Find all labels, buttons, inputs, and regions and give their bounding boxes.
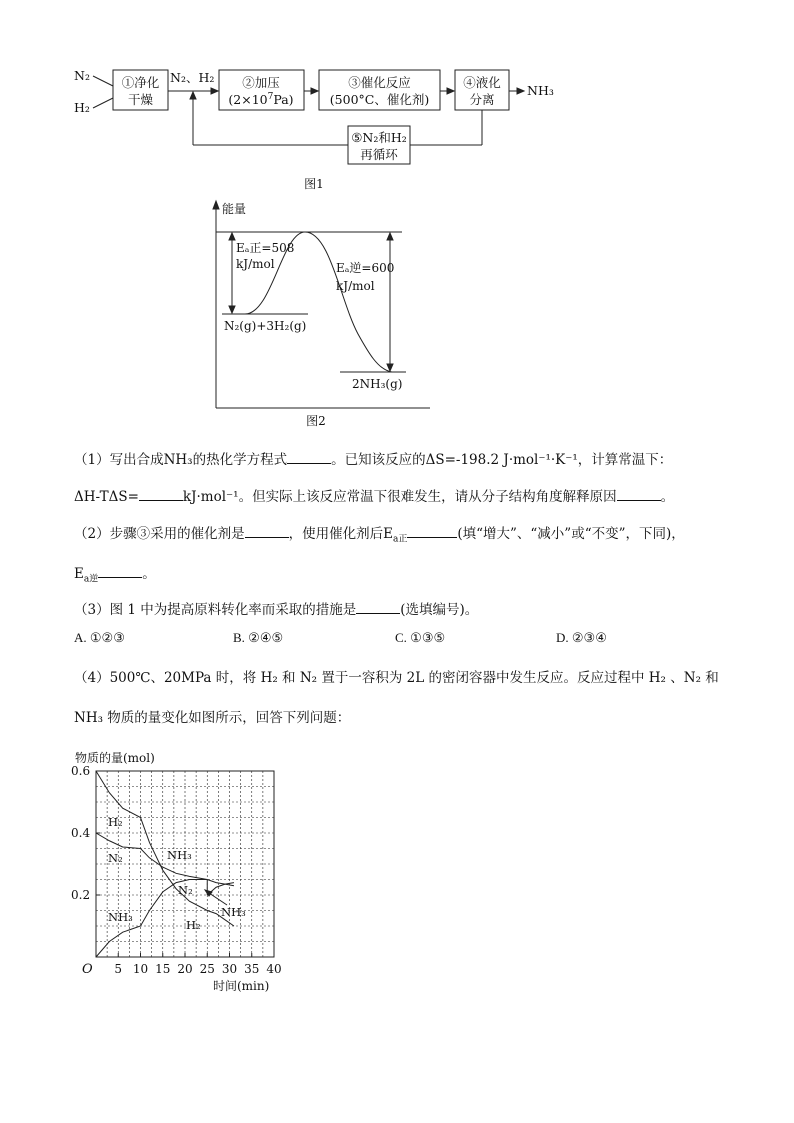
- fig2-ea-forward-1: Eₐ正=508: [236, 241, 295, 255]
- fig1-box4-line1: ④液化: [463, 75, 501, 90]
- series-annotation: H₂: [186, 918, 201, 932]
- option-d: D. ②③④: [556, 630, 607, 645]
- x-tick-label: 20: [177, 962, 193, 976]
- fig1-box2-line1: ②加压: [242, 75, 280, 90]
- series-annotation: N₂: [108, 851, 123, 865]
- figure2-energy-diagram: [0, 195, 794, 435]
- x-tick-label: 30: [221, 962, 238, 976]
- fig2-ea-reverse-2: kJ/mol: [336, 279, 375, 293]
- fig2-caption: 图2: [306, 414, 326, 428]
- series-annotation: NH₃: [108, 910, 133, 924]
- fig1-input-h2: H₂: [74, 100, 90, 115]
- x-tick-label: 10: [132, 962, 149, 976]
- series-annotation: H₂: [108, 815, 123, 829]
- question-1-line2: ΔH-TΔS= kJ·mol⁻¹。但实际上该反应常温下很难发生，请从分子结构角度解释原因 。: [74, 489, 675, 505]
- x-tick-label: 25: [199, 962, 215, 976]
- figure1-flowchart: [0, 0, 794, 200]
- question-2-line2: $E_{a逆}$ 。: [74, 566, 156, 585]
- chart-origin-label: O: [82, 962, 93, 977]
- fig1-box4-line2: 分离: [469, 92, 495, 107]
- series-annotation: N₂: [178, 883, 193, 897]
- option-b: B. ②④⑤: [233, 630, 284, 645]
- option-c: C. ①③⑤: [395, 630, 446, 645]
- fig2-ylabel: 能量: [222, 202, 247, 216]
- x-tick-label: 5: [114, 962, 123, 976]
- question-3-stem: （3）图 1 中为提高原料转化率而采取的措施是 (选填编号)。: [74, 602, 479, 618]
- fig2-products-label: 2NH₃(g): [352, 377, 403, 391]
- question-2-line1: （2）步骤③采用的催化剂是 ，使用催化剂后$E_{a正}$ (填“增大”、“减小”或“不变”，下同)，: [74, 526, 685, 545]
- fig2-ea-reverse-1: Eₐ逆=600: [336, 261, 395, 275]
- fig1-box3-line1: ③催化反应: [348, 75, 411, 90]
- chart-grid: [96, 771, 274, 957]
- fig1-input-n2: N₂: [74, 68, 90, 83]
- x-tick-label: 15: [155, 962, 171, 976]
- question-4-line2: NH₃ 物质的量变化如图所示，回答下列问题：: [74, 710, 351, 726]
- question-1-line1: （1）写出合成NH₃的热化学方程式 。已知该反应的ΔS=-198.2 J·mol⁻¹·K⁻¹，计算常温下：: [74, 452, 673, 468]
- fig2-reactants-label: N₂(g)+3H₂(g): [224, 319, 307, 333]
- fig1-box5-line2: 再循环: [360, 147, 398, 162]
- fig1-box2-line2: $(2\times 10^7Pa)$: [228, 92, 294, 107]
- series-annotation: NH₃: [221, 905, 246, 919]
- amount-time-chart: [0, 740, 794, 1000]
- y-tick-label: 0.6: [71, 764, 91, 778]
- fig1-box1-line2: 干燥: [127, 92, 154, 107]
- fig1-box5-line1: ⑤N₂和H₂: [351, 130, 407, 145]
- fig1-output-nh3: NH₃: [527, 83, 554, 98]
- y-tick-label: 0.2: [71, 888, 91, 902]
- chart-xlabel: 时间(min): [213, 979, 270, 993]
- fig1-box1-line1: ①净化: [121, 75, 160, 90]
- annotation-arrowhead: [205, 890, 212, 896]
- question-4-line1: （4）500℃、20MPa 时，将 H₂ 和 N₂ 置于一容积为 2L 的密闭容器中发生反应。反应过程中 H₂ 、N₂ 和: [74, 670, 719, 686]
- fig1-caption: 图1: [304, 177, 324, 191]
- fig1-box3-line2: (500°C、催化剂): [329, 92, 430, 107]
- chart-ylabel: 物质的量(mol): [75, 751, 155, 765]
- option-a: A. ①②③: [74, 630, 125, 645]
- x-tick-label: 40: [266, 962, 282, 976]
- fig2-ea-forward-2: kJ/mol: [236, 257, 275, 271]
- series-annotation: NH₃: [167, 848, 192, 862]
- x-tick-label: 35: [244, 962, 260, 976]
- y-tick-label: 0.4: [71, 826, 91, 840]
- fig1-mid-label: N₂、H₂: [170, 70, 215, 85]
